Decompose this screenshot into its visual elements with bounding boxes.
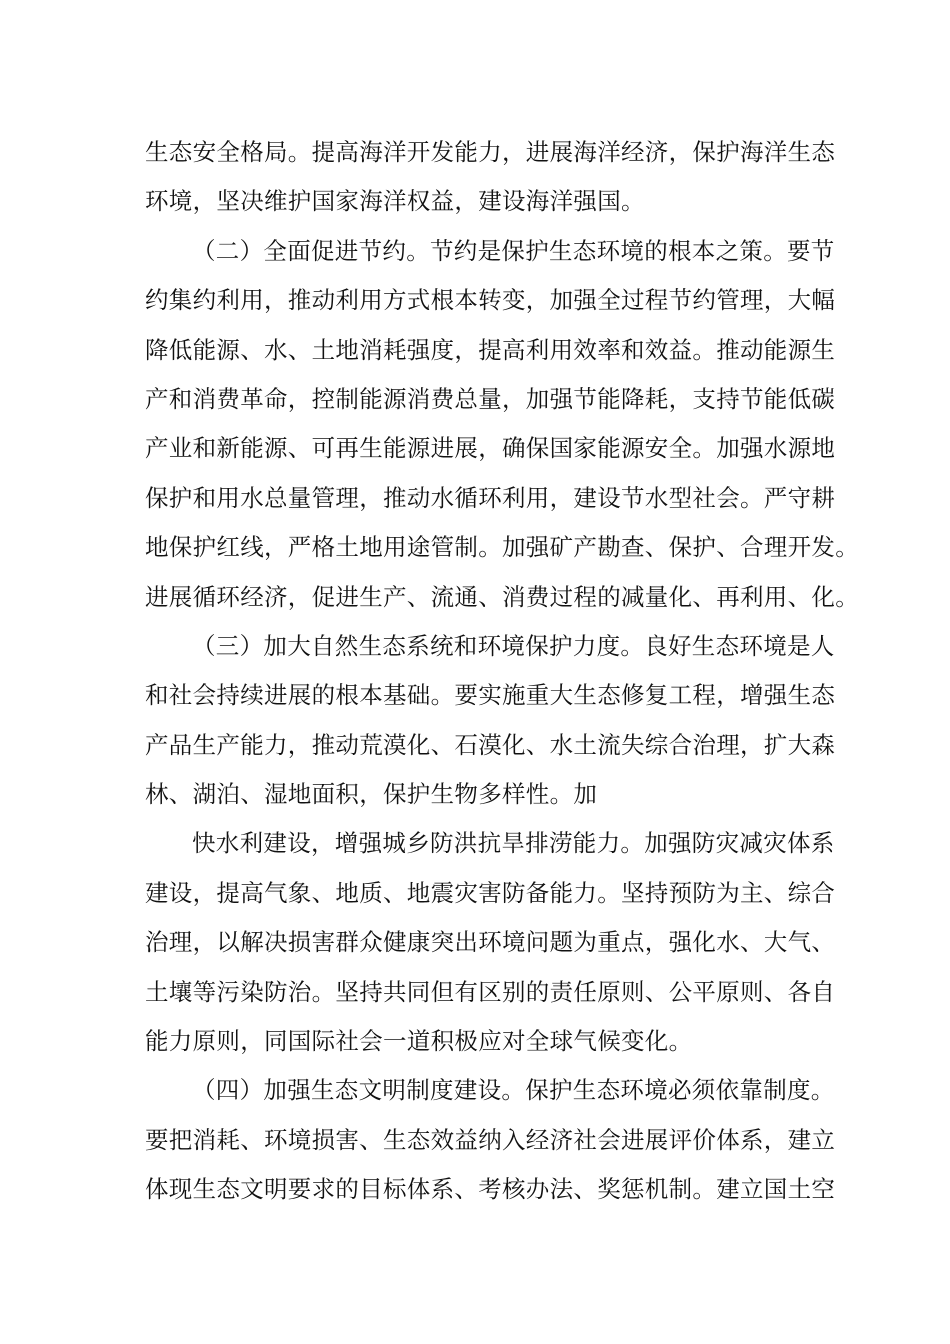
document-body xyxy=(145,128,865,1215)
text-line: 和社会持续进展的根本基础。要实施重大生态修复工程，增强生态 xyxy=(145,681,836,710)
text-line: 约集约利用，推动利用方式根本转变，加强全过程节约管理，大幅 xyxy=(145,286,836,315)
text-line: 林、湖泊、湿地面积，保护生物多样性。加 xyxy=(145,780,598,809)
paragraph-start-line: （三）加大自然生态系统和环境保护力度。良好生态环境是人 xyxy=(192,631,835,660)
text-line: 体现生态文明要求的目标体系、考核办法、奖惩机制。建立国土空 xyxy=(145,1175,836,1204)
paragraph-start-line: （二）全面促进节约。节约是保护生态环境的根本之策。要节 xyxy=(192,236,835,265)
text-line: 产业和新能源、可再生能源进展，确保国家能源安全。加强水源地 xyxy=(145,434,836,463)
text-line: 产品生产能力，推动荒漠化、石漠化、水土流失综合治理，扩大森 xyxy=(145,730,836,759)
text-line: 能力原则，同国际社会一道积极应对全球气候变化。 xyxy=(145,1027,693,1056)
paragraph-start-line: （四）加强生态文明制度建设。保护生态环境必须依靠制度。 xyxy=(192,1076,835,1105)
text-line: 地保护红线，严格土地用途管制。加强矿产勘查、保护、合理开发。 xyxy=(145,533,859,562)
text-line: 产和消费革命，控制能源消费总量，加强节能降耗，支持节能低碳 xyxy=(145,384,836,413)
text-line: 降低能源、水、土地消耗强度，提高利用效率和效益。推动能源生 xyxy=(145,335,836,364)
text-line: 土壤等污染防治。坚持共同但有区别的责任原则、公平原则、各自 xyxy=(145,977,836,1006)
text-line: 要把消耗、环境损害、生态效益纳入经济社会进展评价体系，建立 xyxy=(145,1125,836,1154)
paragraph-start-line: 快水利建设，增强城乡防洪抗旱排涝能力。加强防灾减灾体系 xyxy=(192,829,835,858)
text-line: 建设，提高气象、地质、地震灾害防备能力。坚持预防为主、综合 xyxy=(145,878,836,907)
text-line: 治理，以解决损害群众健康突出环境问题为重点，强化水、大气、 xyxy=(145,928,836,957)
text-line: 生态安全格局。提高海洋开发能力，进展海洋经济，保护海洋生态 xyxy=(145,138,836,166)
text-line: 保护和用水总量管理，推动水循环利用，建设节水型社会。严守耕 xyxy=(145,483,836,512)
text-line: 进展循环经济，促进生产、流通、消费过程的减量化、再利用、化。 xyxy=(145,582,859,611)
text-line: 环境，坚决维护国家海洋权益，建设海洋强国。 xyxy=(145,187,645,216)
